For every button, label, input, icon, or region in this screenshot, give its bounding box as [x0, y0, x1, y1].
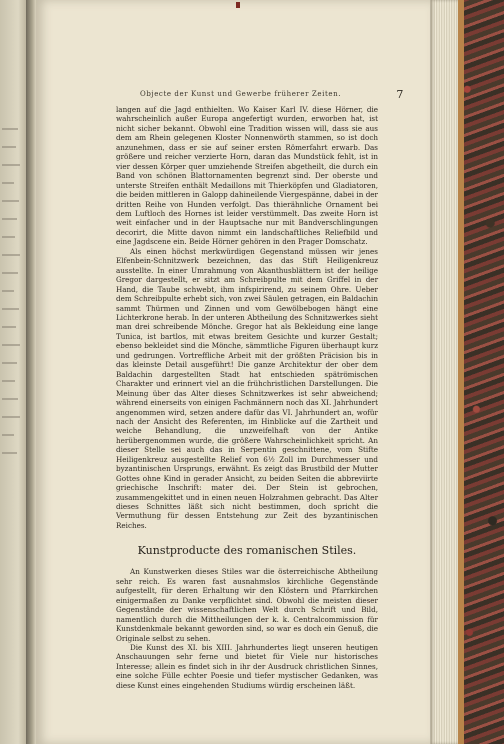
- page-edges: [430, 0, 458, 744]
- facing-page-edge: [0, 0, 26, 744]
- page-number: 7: [396, 88, 404, 101]
- book-page: [36, 0, 430, 744]
- book-gutter: [26, 0, 36, 744]
- paragraph: langen auf die Jagd enthielten. Wo Kaiser Karl IV. diese Hörner, die wahrscheinlich außer Europa angefertigt wurden, erworben hat, ist nicht sicher bekannt. Obwohl eine Tradition wissen will, dass sie aus dem am Rhein gelegenen Kloster Nonnenwörth stammen, so ist doch anzunehmen, dass er sie auf seiner ersten Römerfahrt erwarb. Das größere und reicher verzierte Horn, daran das Mundstück fehlt, ist in vier dessen Körper quer umziehende Streifen abgetheilt, die durch ein Band von schönen Blattornamenten begrenzt sind. Der oberste und unterste Streifen enthält Medaillons mit Thierköpfen und Gladiatoren, die beiden mittleren in Galopp dahineilende Viergespänne, dabei in der dritten Reihe von Hunden verfolgt. Das thierähnliche Ornament bei dem Luftloch des Hornes ist leider verstümmelt. Das zweite Horn ist weit einfacher und in der Hauptsache nur mit Bandverschlingungen decorirt, die Mitte davon nimmt ein landschaftliches Reliefbild und eine Jagdscene ein. Beide Hörner gehören in den Prager Domschatz.: [116, 105, 378, 247]
- running-title: Objecte der Kunst und Gewerbe früherer Zeiten.: [140, 90, 342, 98]
- body-text: [116, 105, 378, 690]
- marbled-cover: [458, 0, 504, 744]
- running-head: [36, 88, 410, 102]
- section-heading: Kunstproducte des romanischen Stiles.: [137, 544, 357, 558]
- paragraph: Als einen höchst merkwürdigen Gegenstand müssen wir jenes Elfenbein-Schnitzwerk bezeichnen, das das Stift Heiligenkreuz ausstellte. In einer Umrahmung von Akanthusblättern ist der heilige Gregor dargestellt, er sitzt am Schreibpulte mit dem Griffel in der Hand, die Taube schwebt, ihm infspirirend, zu seinem Ohre. Ueber dem Schreibpulte erhebt sich, von zwei Säulen getragen, ein Baldachin sammt Thürmen und Zinnen und vom Gewölbebogen hängt eine Lichterkrone herab. In der unteren Abtheilung des Schnitzwerkes sieht man drei schreibende Mönche. Gregor hat als Bekleidung eine lange Tunica, ist bartlos, mit etwas breitem Gesichte und kurzer Gestalt; ebenso bekleidet sind die Mönche, sämmtliche Figuren überhaupt kurz und gedrungen. Vortreffliche Arbeit mit der größten Präcision bis in das kleinste Detail ausgeführt! Die ganze Architektur der ober dem Baldachin dargestellten Stadt hat entschieden spätrömischen Charakter und erinnert viel an die frühchristlichen Darstellungen. Die Meinung über das Alter dieses Schnitzwerkes ist sehr abweichend; während einerseits von einigen Fachmännern noch das XI. Jahrhundert angenommen wird, setzen andere dafür das VI. Jahrhundert an, wofür nach der Ansicht des Referenten, im Hinblicke auf die Zartheit und weiche Behandlung, die unzweifelhaft von der Antike herübergenommen wurde, die größere Wahrscheinlichkeit spricht. An dieser Stelle sei auch das in Serpentin geschnittene, vom Stifte Heiligenkreuz ausgestellte Relief von 6½ Zoll im Durchmesser und byzantinischen Ursprungs, erwähnt. Es zeigt das Brustbild der Mutter Gottes ohne Kind in gerader Ansicht, zu beiden Seiten die abbreviirte griechische Inschrift: mater dei. Der Stein ist gebrochen, zusammengekittet und in einen neuen Holzrahmen gebracht. Das Alter dieses Schnittes läßt sich nicht bestimmen, doch spricht die Vermuthung für dessen Entstehung zur Zeit des byzantinischen Reiches.: [116, 246, 378, 530]
- paragraph: Die Kunst des XI. bis XIII. Jahrhundertes liegt unseren heutigen Anschauungen sehr ferne und bietet für Viele nur historisches Interesse; allein es findet sich in ihr der Ausdruck christlichen Sinnes, eine solche Fülle echter Poesie und tiefer mystischer Gedanken, was diese Kunst eines eingehenden Studiums würdig erscheinen läßt.: [116, 643, 378, 690]
- cover-edge-strip: [458, 0, 464, 744]
- paragraph: An Kunstwerken dieses Stiles war die österreichische Abtheilung sehr reich. Es waren fast ausnahmslos kirchliche Gegenstände aufgestellt, für deren Erhaltung wir den Klöstern und Pfarrkirchen einigermaßen zu Danke verpflichtet sind. Obwohl die meisten dieser Gegenstände der wissenschaftlichen Welt durch Schrift und Bild, namentlich durch die Mittheilungen der k. k. Centralcommission für Kunstdenkmale bekannt geworden sind, so war es doch ein Genuß, die Originale selbst zu sehen.: [116, 567, 378, 643]
- bookmark-ribbon: [236, 2, 240, 8]
